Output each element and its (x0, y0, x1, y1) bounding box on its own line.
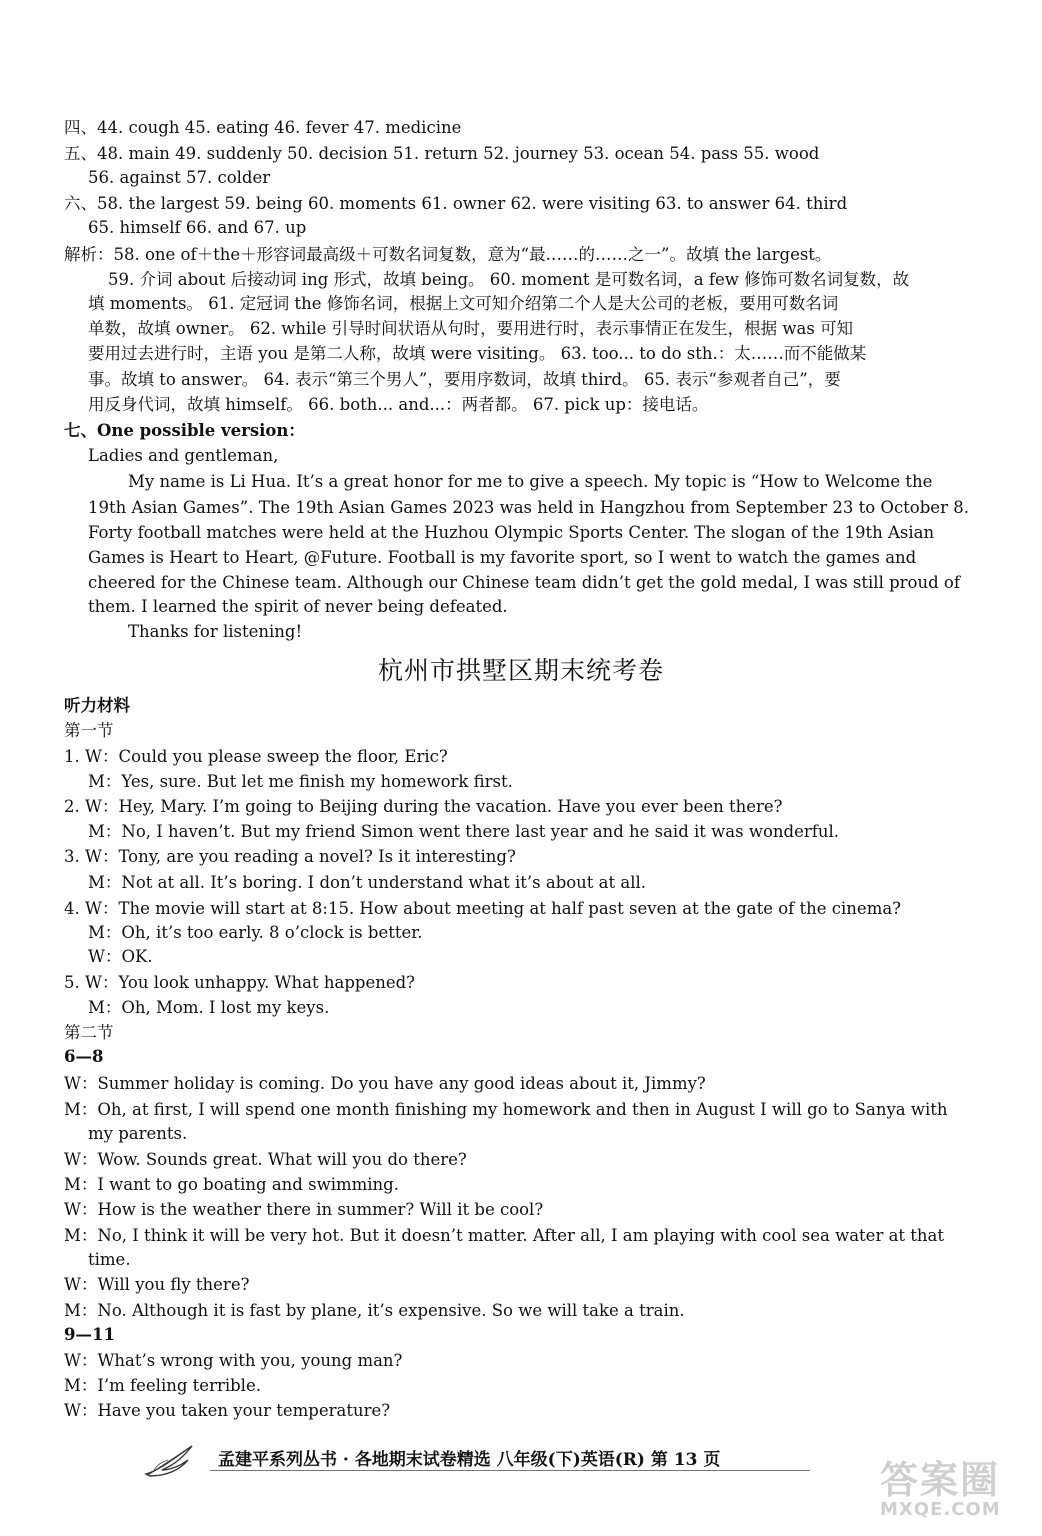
dialogue-group-label: 9—11 (64, 1325, 115, 1344)
dialogue-line: 2. W：Hey, Mary. I’m going to Beijing during the vacation. Have you ever been there? (64, 797, 783, 816)
listening-heading: 听力材料 (64, 696, 130, 715)
dialogue-line: 5. W：You look unhappy. What happened? (64, 973, 416, 992)
dialogue-line: M：Not at all. It’s boring. I don’t understand what it’s about at all. (88, 873, 647, 892)
dialogue-line: M：Oh, at first, I will spend one month finishing my homework and then in August I will go to Sanya with (64, 1100, 948, 1119)
dialogue-line: 1. W：Could you please sweep the floor, Eric? (64, 747, 448, 766)
dialogue-line: W：Have you taken your temperature? (64, 1401, 391, 1420)
dialogue-line: M：Yes, sure. But let me finish my homework first. (88, 772, 513, 791)
answers-section-5-line1: 五、48. main 49. suddenly 50. decision 51. return 52. journey 53. ocean 54. pass 55. wood (64, 144, 820, 163)
writing-line: Forty football matches were held at the Huzhou Olympic Sports Center. The slogan of the 19th Asian (88, 523, 935, 542)
writing-greeting: Ladies and gentleman, (88, 446, 279, 465)
feather-logo-icon (140, 1440, 210, 1480)
footer-text: 孟建平系列丛书 · 各地期末试卷精选 八年级(下)英语(R) 第 13 页 (218, 1450, 721, 1470)
listening-part2-heading: 第二节 (64, 1023, 114, 1042)
answers-section-4: 四、44. cough 45. eating 46. fever 47. medicine (64, 118, 462, 137)
answers-section-6-line1: 六、58. the largest 59. being 60. moments 61. owner 62. were visiting 63. to answer 64. third (64, 194, 848, 213)
dialogue-group-label: 6—8 (64, 1047, 104, 1066)
dialogue-line: 4. W：The movie will start at 8:15. How about meeting at half past seven at the gate of the cinema? (64, 899, 902, 918)
analysis-line: 单数，故填 owner。 62. while 引导时间状语从句时，要用进行时，表示事情正在发生，根据 was 可知 (88, 319, 854, 338)
analysis-line: 解析：58. one of＋the＋形容词最高级＋可数名词复数，意为“最……的……之一”。故填 the largest。 (64, 245, 832, 264)
writing-line: them. I learned the spirit of never being defeated. (88, 597, 508, 616)
writing-closing: Thanks for listening! (128, 622, 303, 641)
dialogue-line: M：No, I think it will be very hot. But it doesn’t matter. After all, I am playing with cool sea water at that (64, 1226, 945, 1245)
writing-line: My name is Li Hua. It’s a great honor for me to give a speech. My topic is “How to Welcome the (128, 472, 933, 491)
dialogue-line: my parents. (88, 1124, 188, 1143)
footer-divider (210, 1470, 810, 1471)
dialogue-line: M：I’m feeling terrible. (64, 1376, 261, 1395)
page-footer (140, 1440, 960, 1480)
analysis-line: 事。故填 to answer。 64. 表示“第三个男人”，要用序数词，故填 third。 65. 表示“参观者自己”，要 (88, 370, 841, 389)
dialogue-line: W：Wow. Sounds great. What will you do there? (64, 1150, 467, 1169)
dialogue-line: M：No, I haven’t. But my friend Simon went there last year and he said it was wonderful. (88, 822, 839, 841)
watermark-url: MXQE.COM (880, 1499, 1001, 1520)
writing-heading: 七、One possible version： (64, 421, 305, 440)
dialogue-line: M：No. Although it is fast by plane, it’s expensive. So we will take a train. (64, 1301, 685, 1320)
dialogue-line: M：Oh, it’s too early. 8 o’clock is better. (88, 923, 423, 942)
dialogue-line: 3. W：Tony, are you reading a novel? Is it interesting? (64, 847, 516, 866)
watermark (880, 1460, 1020, 1520)
analysis-line: 用反身代词，故填 himself。 66. both... and...：两者都。 67. pick up：接电话。 (88, 395, 709, 414)
answers-section-5-line2: 56. against 57. colder (88, 168, 271, 187)
exam-title: 杭州市拱墅区期末统考卷 (377, 656, 664, 685)
writing-line: cheered for the Chinese team. Although our Chinese team didn’t get the gold medal, I was still proud of (88, 573, 960, 592)
dialogue-line: W：How is the weather there in summer? Will it be cool? (64, 1200, 544, 1219)
dialogue-line: M：Oh, Mom. I lost my keys. (88, 998, 330, 1017)
dialogue-line: W：What’s wrong with you, young man? (64, 1351, 403, 1370)
writing-line: Games is Heart to Heart, @Future. Football is my favorite sport, so I went to watch the games and (88, 548, 917, 567)
watermark-logo-text: 答案圈 (880, 1458, 1001, 1502)
dialogue-line: M：I want to go boating and swimming. (64, 1175, 399, 1194)
analysis-line: 要用过去进行时，主语 you 是第二人称，故填 were visiting。 63. too... to do sth.：太……而不能做某 (88, 344, 867, 363)
dialogue-line: W：OK. (88, 947, 153, 966)
analysis-line: 填 moments。 61. 定冠词 the 修饰名词，根据上文可知介绍第二个人是大公司的老板，要用可数名词 (88, 294, 839, 313)
writing-line: 19th Asian Games”. The 19th Asian Games 2023 was held in Hangzhou from September 23 to October 8. (88, 498, 969, 517)
answers-section-6-line2: 65. himself 66. and 67. up (88, 218, 307, 237)
listening-part1-heading: 第一节 (64, 721, 114, 740)
dialogue-line: W：Summer holiday is coming. Do you have any good ideas about it, Jimmy? (64, 1074, 706, 1093)
dialogue-line: W：Will you fly there? (64, 1275, 250, 1294)
dialogue-line: time. (88, 1250, 131, 1269)
analysis-line: 59. 介词 about 后接动词 ing 形式，故填 being。 60. moment 是可数名词，a few 修饰可数名词复数，故 (108, 270, 910, 289)
